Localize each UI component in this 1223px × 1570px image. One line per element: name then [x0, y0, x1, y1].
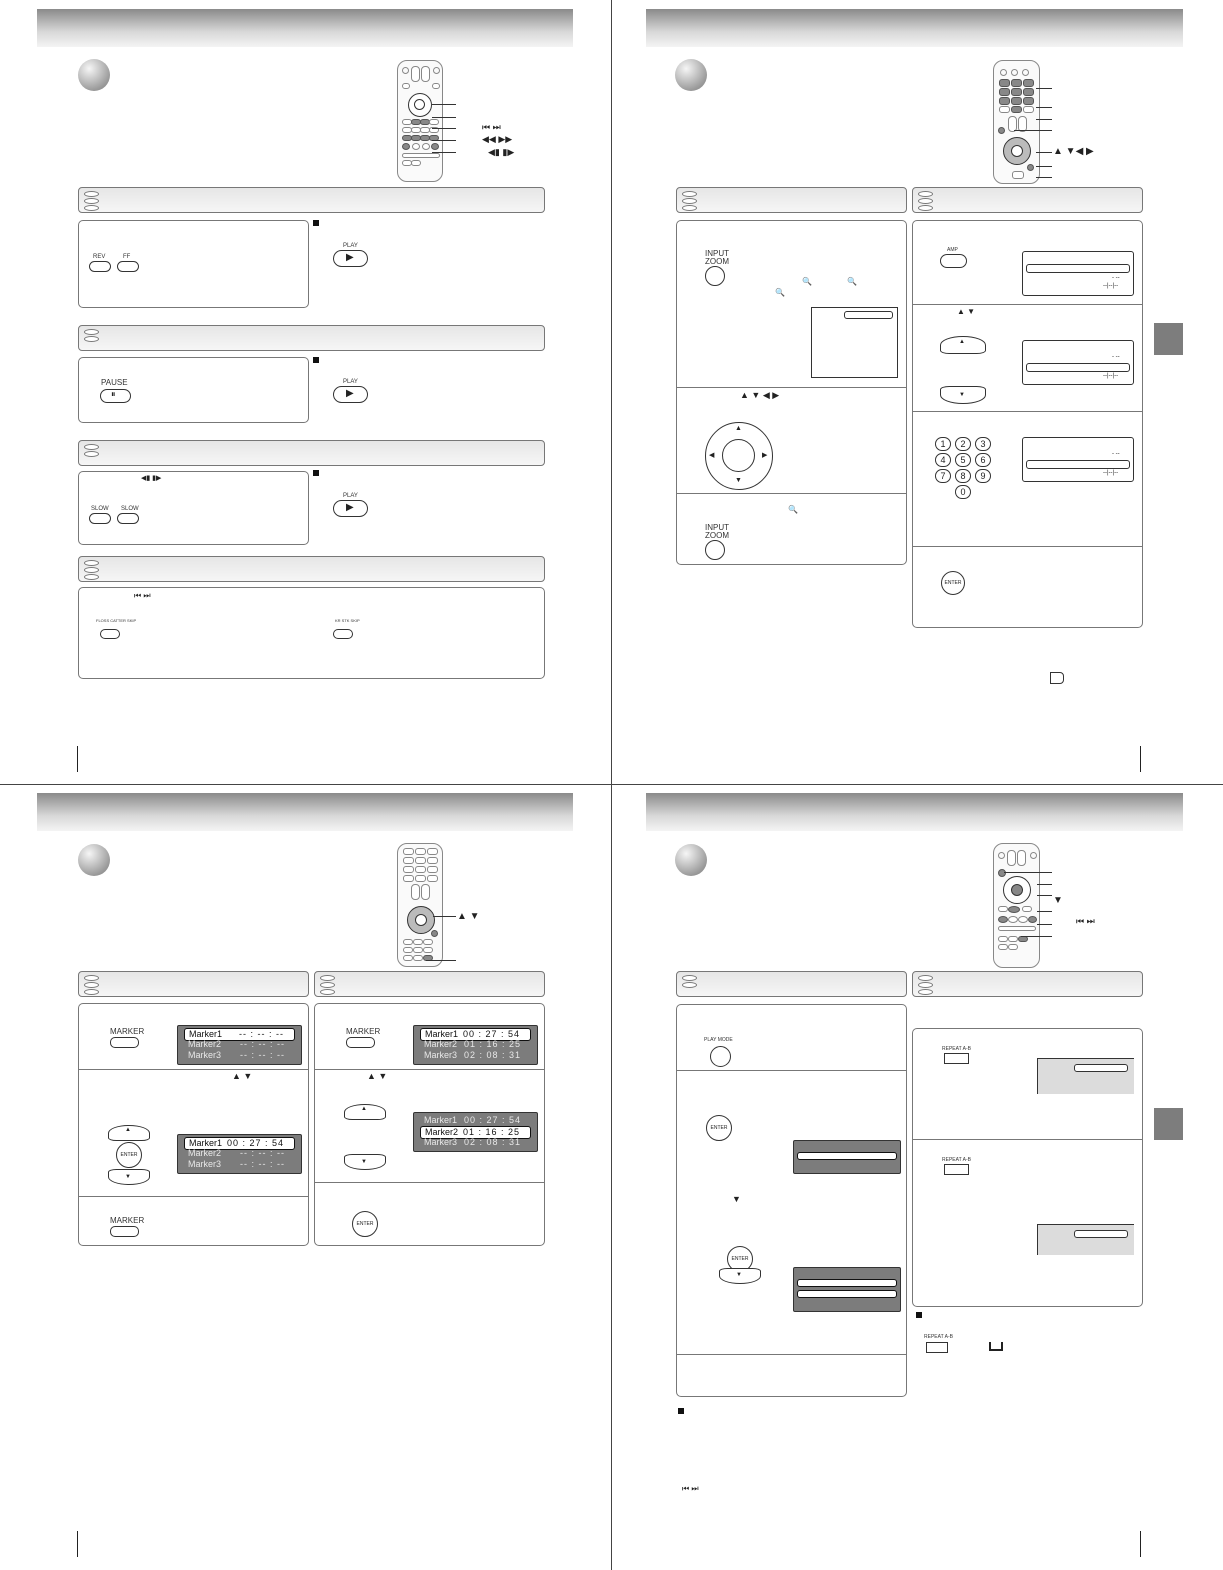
input-label: INPUT	[705, 523, 729, 532]
number-9-button[interactable]: 9	[975, 469, 991, 483]
section-header-bar	[78, 325, 545, 351]
zoom-button[interactable]	[705, 266, 725, 286]
repeat-ab-steps	[912, 1028, 1143, 1307]
step-divider	[677, 1070, 906, 1071]
callout-line	[432, 140, 456, 141]
down-button[interactable]: ▼	[108, 1169, 150, 1185]
scan-buttons-icon: ◀◀ ▶▶	[482, 134, 513, 144]
up-button[interactable]: ▲	[108, 1125, 150, 1141]
disc-type-icon	[682, 191, 696, 208]
page-top-right	[612, 0, 1223, 785]
osd-row	[797, 1279, 897, 1287]
marker-row: Marker1 -- : -- : --	[184, 1028, 295, 1041]
marker-recall-column	[314, 971, 543, 1246]
repeat-ab-label: REPEAT A-B	[942, 1046, 971, 1052]
forward-skip-button[interactable]	[100, 629, 120, 639]
number-6-button[interactable]: 6	[975, 453, 991, 467]
page-margin-mark	[77, 1531, 78, 1557]
marker-label: MARKER	[110, 1027, 145, 1036]
forward-skip-label: FLOSS CATTER SKIP	[96, 618, 137, 623]
callout-line	[1037, 911, 1052, 912]
repeat-osd	[1037, 1058, 1134, 1094]
callout-line	[1037, 884, 1052, 885]
page-margin-mark	[1140, 746, 1141, 772]
osd-panel: - -- --|--|--	[1022, 340, 1134, 385]
remote-control-illustration	[397, 60, 443, 182]
section-bullet-icon	[78, 844, 110, 876]
slow-reverse-label: SLOW	[91, 506, 109, 512]
input-label: INPUT	[705, 249, 729, 258]
marker-button[interactable]	[110, 1226, 139, 1237]
up-button[interactable]: ▲	[940, 336, 986, 354]
disc-type-icon	[320, 975, 334, 992]
page-header-band	[37, 793, 573, 831]
enter-button[interactable]: ENTER	[941, 571, 965, 595]
repeat-osd	[1037, 1224, 1134, 1255]
play-button[interactable]: ▶	[333, 500, 368, 517]
callout-line	[1036, 166, 1052, 167]
marker-button[interactable]	[110, 1037, 139, 1048]
magnifier-icon: 🔍	[802, 277, 812, 286]
zoom-steps-box	[676, 220, 907, 565]
right-arrow-icon: ▶	[762, 452, 768, 459]
marker-label: MARKER	[346, 1027, 381, 1036]
callout-line	[1036, 119, 1052, 120]
remote-control-illustration	[397, 843, 443, 967]
section-tab	[1154, 1108, 1183, 1140]
number-1-button[interactable]: 1	[935, 437, 951, 451]
instruction-box	[78, 587, 545, 679]
amp-steps-box	[912, 220, 1143, 628]
up-button[interactable]: ▲	[344, 1104, 386, 1120]
osd-selected-row	[797, 1152, 897, 1160]
magnifier-icon: 🔍	[775, 288, 785, 297]
disc-type-icon	[682, 975, 696, 992]
number-2-button[interactable]: 2	[955, 437, 971, 451]
callout-line	[432, 128, 456, 129]
page-margin-mark	[1140, 1531, 1141, 1557]
updown-buttons-icon: ▲ ▼	[457, 911, 480, 922]
section-header-bar	[676, 971, 907, 997]
note-bullet-icon	[678, 1408, 684, 1414]
marker-row: Marker2 01 : 16 : 25	[424, 1039, 521, 1049]
marker-row: Marker2 -- : -- : --	[188, 1039, 285, 1049]
rev-button[interactable]	[89, 261, 111, 272]
repeat-icon	[989, 1342, 1003, 1351]
slow-forward-button[interactable]	[117, 513, 139, 524]
page-header-band	[37, 9, 573, 47]
down-arrow-icon: ▼	[735, 477, 742, 484]
arrow-buttons-icon: ▲ ▼◀ ▶	[1053, 146, 1094, 157]
enter-button[interactable]: ENTER	[352, 1211, 378, 1237]
skip-buttons-icon: ⏮ ⏭	[482, 122, 501, 132]
zoom-indicator	[844, 311, 893, 319]
marker-osd	[413, 1112, 538, 1152]
step-divider	[315, 1182, 544, 1183]
section-tab	[1154, 323, 1183, 355]
section-header-bar	[78, 556, 545, 582]
instruction-box	[78, 357, 309, 423]
marker-row: Marker1 00 : 27 : 54	[184, 1137, 295, 1150]
play-label: PLAY	[343, 493, 358, 499]
callout-line	[1021, 936, 1052, 937]
amp-button[interactable]	[940, 254, 967, 268]
enter-button[interactable]: ENTER	[116, 1142, 142, 1168]
callout-line	[432, 104, 456, 105]
zoom-preview-screen	[811, 307, 898, 378]
play-mode-button[interactable]	[710, 1046, 731, 1067]
play-mode-osd	[793, 1140, 901, 1174]
callout-line	[1014, 130, 1052, 131]
callout-line	[1036, 88, 1052, 89]
zoom-button[interactable]	[705, 540, 725, 560]
down-button-icon: ▼	[1053, 895, 1063, 906]
number-5-button[interactable]: 5	[955, 453, 971, 467]
repeat-ab-button[interactable]	[944, 1164, 969, 1175]
step-divider	[913, 1139, 1142, 1140]
marker-row: Marker2 -- : -- : --	[188, 1148, 285, 1158]
skip-icons: ⏮ ⏭	[682, 1484, 699, 1493]
step-divider	[79, 1196, 308, 1197]
callout-line	[1004, 872, 1052, 873]
disc-type-icon	[84, 191, 98, 208]
repeat-ab-button[interactable]	[926, 1342, 948, 1353]
slow-buttons-icon: ◀▮ ▮▶	[488, 147, 515, 157]
osd-panel: - -- --|--|--	[1022, 251, 1134, 296]
step-divider	[677, 493, 906, 494]
marker-row: Marker3 -- : -- : --	[188, 1050, 285, 1060]
page-bottom-right	[612, 785, 1223, 1570]
callout-line	[1036, 107, 1052, 108]
disc-type-icon	[84, 975, 98, 992]
ff-button[interactable]	[117, 261, 139, 272]
step-divider	[677, 1354, 906, 1355]
magnifier-icon: 🔍	[847, 277, 857, 286]
repeat-ab-label: REPEAT A-B	[924, 1334, 953, 1340]
disc-type-icon	[84, 329, 98, 346]
marker-recall-steps	[314, 1003, 545, 1246]
marker-button[interactable]	[346, 1037, 375, 1048]
updown-icons: ▲ ▼	[232, 1071, 253, 1081]
arrow-icons: ▲ ▼ ◀ ▶	[740, 390, 780, 400]
section-header-bar	[912, 971, 1143, 997]
direction-pad[interactable]	[705, 422, 773, 490]
callout-line	[1037, 895, 1052, 896]
section-bullet-icon	[78, 59, 110, 91]
down-arrow-icon: ▼	[732, 1194, 741, 1204]
number-7-button[interactable]: 7	[935, 469, 951, 483]
down-button[interactable]: ▼	[344, 1154, 386, 1170]
osd-panel: - -- --|--|--	[1022, 437, 1134, 482]
up-arrow-icon: ▲	[735, 425, 742, 432]
page-margin-mark	[77, 746, 78, 772]
play-mode-osd	[793, 1267, 901, 1312]
number-0-button[interactable]: 0	[955, 485, 971, 499]
marker-row: Marker1 00 : 27 : 54	[420, 1028, 531, 1041]
osd-selected-row	[797, 1290, 897, 1298]
step-divider	[913, 546, 1142, 547]
updown-icons: ▲ ▼	[957, 307, 976, 316]
pause-label: PAUSE	[101, 378, 128, 387]
marker-osd	[177, 1134, 302, 1174]
play-mode-steps	[676, 1004, 907, 1397]
instruction-box	[78, 220, 309, 308]
play-mode-label: PLAY MODE	[704, 1037, 733, 1043]
marker-label: MARKER	[110, 1216, 145, 1225]
marker-osd	[413, 1025, 538, 1065]
section-header-bar	[912, 187, 1143, 213]
zoom-label: ZOOM	[705, 257, 729, 266]
callout-line	[1036, 177, 1052, 178]
section-bullet-icon	[675, 59, 707, 91]
step-divider	[913, 304, 1142, 305]
amp-label: AMP	[947, 247, 958, 253]
marker-row: Marker2 01 : 16 : 25	[420, 1126, 531, 1139]
page-top-left	[0, 0, 611, 785]
number-4-button[interactable]: 4	[935, 453, 951, 467]
zoom-label: ZOOM	[705, 531, 729, 540]
section-header-bar	[78, 971, 309, 997]
down-button[interactable]: ▼	[940, 386, 986, 404]
down-button[interactable]: ▼	[719, 1268, 761, 1284]
remote-control-illustration	[993, 843, 1040, 968]
disc-type-icon	[918, 191, 932, 208]
disc-type-icon	[84, 560, 98, 577]
page-header-band	[646, 793, 1183, 831]
reverse-skip-label: KR STK SKIP	[335, 618, 360, 623]
ff-label: FF	[123, 254, 131, 260]
reverse-skip-button[interactable]	[333, 629, 353, 639]
marker-row: Marker3 02 : 08 : 31	[424, 1137, 521, 1147]
note-bullet-icon	[313, 357, 319, 363]
note-bullet-icon	[313, 220, 319, 226]
section-header-bar	[314, 971, 545, 997]
disc-type-icon	[84, 444, 98, 461]
section-bullet-icon	[675, 844, 707, 876]
section-header-bar	[78, 440, 545, 466]
note-bullet-icon	[313, 470, 319, 476]
page-header-band	[646, 9, 1183, 47]
marker-row: Marker3 02 : 08 : 31	[424, 1050, 521, 1060]
number-3-button[interactable]: 3	[975, 437, 991, 451]
pause-button[interactable]: ⏸	[100, 389, 131, 403]
note-bullet-icon	[916, 1312, 922, 1318]
number-8-button[interactable]: 8	[955, 469, 971, 483]
callout-line	[1037, 924, 1052, 925]
enter-center-button[interactable]	[722, 439, 755, 472]
repeat-ab-button[interactable]	[944, 1053, 969, 1064]
skip-icons: ⏮ ⏭	[134, 591, 151, 600]
updown-icons: ▲ ▼	[367, 1071, 388, 1081]
marker-row: Marker3 -- : -- : --	[188, 1159, 285, 1169]
play-label: PLAY	[343, 243, 358, 249]
callout-line	[432, 117, 456, 118]
slow-reverse-button[interactable]	[89, 513, 111, 524]
marker-osd	[177, 1025, 302, 1065]
marker-row: Marker1 00 : 27 : 54	[424, 1115, 521, 1125]
callout-line	[432, 152, 456, 153]
callout-line	[433, 916, 456, 917]
step-divider	[315, 1069, 544, 1070]
step-divider	[677, 387, 906, 388]
play-button[interactable]: ▶	[333, 386, 368, 403]
callout-line	[426, 960, 456, 961]
step-divider	[913, 411, 1142, 412]
slow-forward-label: SLOW	[121, 506, 139, 512]
left-arrow-icon: ◀	[709, 452, 715, 459]
magnifier-icon: 🔍	[788, 505, 798, 514]
instruction-box	[78, 471, 309, 545]
disc-type-icon	[918, 975, 932, 992]
play-label: PLAY	[343, 379, 358, 385]
callout-line	[1036, 152, 1052, 153]
enter-button[interactable]: ENTER	[706, 1115, 732, 1141]
section-header-bar	[676, 187, 907, 213]
step-divider	[79, 1069, 308, 1070]
repeat-ab-label: REPEAT A-B	[942, 1157, 971, 1163]
enter-button[interactable]: ENTER	[727, 1246, 753, 1272]
rev-label: REV	[93, 254, 106, 260]
play-button[interactable]: ▶	[333, 250, 368, 267]
page-reference-icon	[1050, 672, 1064, 684]
marker-set-steps	[78, 1003, 309, 1246]
skip-buttons-icon: ⏮ ⏭	[1076, 916, 1095, 926]
remote-control-illustration	[993, 60, 1040, 184]
slow-direction-icons: ◀▮ ▮▶	[141, 475, 162, 482]
section-header-bar	[78, 187, 545, 213]
